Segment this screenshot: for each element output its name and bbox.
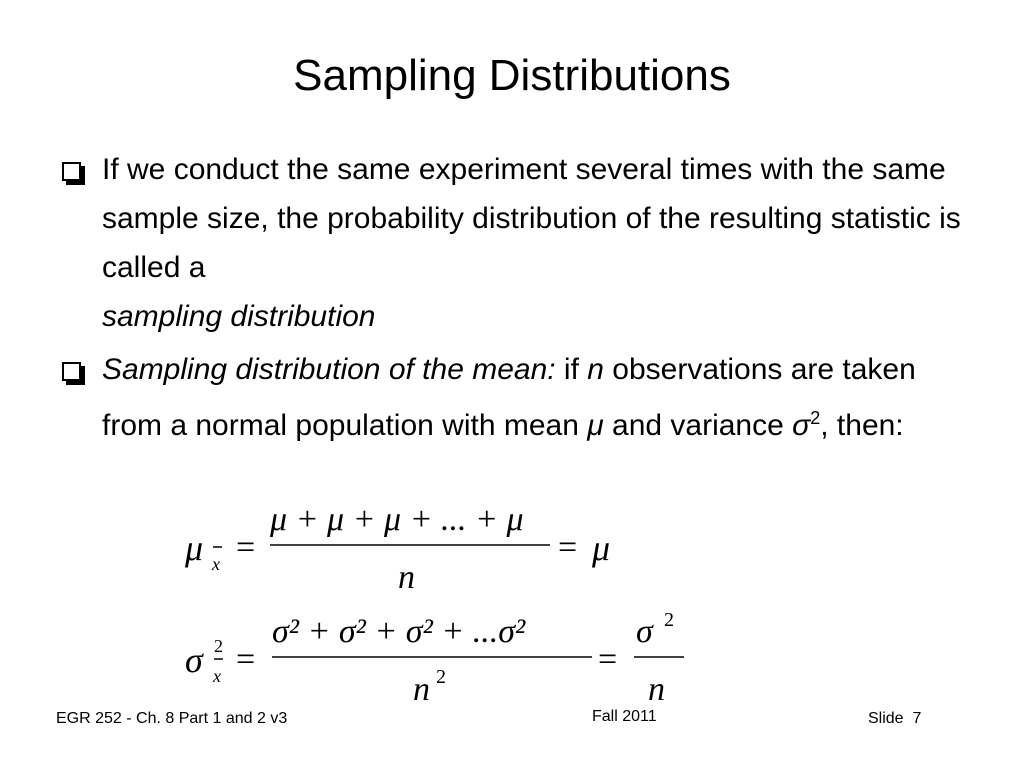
var-sigma: σ [792,409,811,442]
bullet-text: , then: [820,409,904,442]
eq2-equals-2: = [598,641,618,678]
eq1-rhs: μ [592,528,611,568]
eq1-lhs: μ [185,528,204,568]
equation-variance [185,609,684,708]
eq1-sub: x [212,554,220,574]
eq2-r-num: σ [636,613,653,650]
slide-title: Sampling Distributions [293,51,731,100]
eq2-lhs-sup: 2 [214,636,223,656]
var-n: n [587,353,604,386]
eq2-den-sup: 2 [436,666,446,688]
footer-term: Fall 2011 [592,708,657,725]
eq2-lhs: σ [185,640,203,680]
eq1-denominator: n [398,559,415,596]
equation-mean [184,501,610,596]
bullet-text: observations are taken from a normal population with mean [102,353,916,442]
footer-course: EGR 252 - Ch. 8 Part 1 and 2 v3 [56,710,288,727]
eq1-equals-2: = [558,529,578,566]
footer-slide-number: Slide 7 [868,710,922,727]
eq2-equals: = [236,641,256,678]
eq1-equals: = [236,529,256,566]
eq2-sub: x [213,666,221,686]
bullet-text: If we conduct the same experiment several times with the same sample size, the probability distribution of the resulting statistic is called a [102,153,961,284]
eq1-numerator: μ + μ + μ + ... + μ [270,501,524,538]
bullet-lead: Sampling distribution of the mean: [102,353,556,386]
var-sup: 2 [810,408,821,428]
eq2-r-den: n [648,671,665,708]
emphasis-term: sampling distribution [102,300,376,333]
bullet-text: and variance [603,409,793,442]
var-mu: μ [587,409,604,442]
eq2-den-base: n [413,671,430,708]
eq2-r-num-sup: 2 [664,609,674,631]
bullet-text: if [555,353,588,386]
eq2-numerator: σ² + σ² + σ² + ...σ² [272,613,526,650]
